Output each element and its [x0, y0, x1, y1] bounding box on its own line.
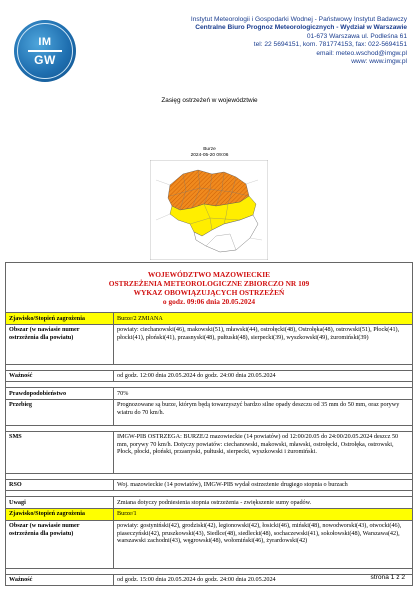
logo-text-bottom: GW — [34, 52, 56, 67]
title-bulletin: OSTRZEŻENIA METEOROLOGICZNE ZBIORCZO NR 109 — [108, 279, 310, 288]
warning1-probability: 70% — [114, 388, 413, 400]
header-line-2: Centralne Biuro Prognoz Meteorologicznych - Wydział w Warszawie — [195, 24, 407, 32]
title-voivodeship: WOJEWÓDZTWO MAZOWIECKIE — [147, 270, 271, 279]
warning1-validity: od godz. 12:00 dnia 20.05.2024 do godz. 24:00 dnia 20.05.2024 — [114, 370, 413, 382]
map-timestamp: 2024-05-20 09:06 — [190, 152, 229, 158]
warning2-phenomenon: Burze/1 — [114, 508, 413, 520]
warning1-remarks: Zmiana dotyczy podniesienia stopnia ostrzeżenia - zwiększenie sumy opadów. — [114, 497, 413, 509]
title-list: WYKAZ OBOWIĄZUJĄCYCH OSTRZEŻEŃ — [133, 288, 285, 297]
label-remarks: Uwagi — [6, 497, 114, 509]
header-line-1: Instytut Meteorologii i Gospodarki Wodnej - Państwowy Instytut Badawczy — [190, 16, 407, 23]
warning1-rso: Woj. mazowieckie (14 powiatów), IMGW-PIB wydał ostrzeżenie drugiego stopnia o burzach — [114, 479, 413, 491]
document-title — [6, 263, 413, 313]
label-area-2: Obszar (w nawiasie numer ostrzeżenia dla powiatu) — [6, 520, 114, 568]
map-phenomenon: Burze — [203, 147, 216, 152]
label-rso: RSO — [6, 479, 114, 491]
warning2-validity: od godz. 15:00 dnia 20.05.2024 do godz. 24:00 dnia 20.05.2024 — [114, 574, 413, 586]
warning1-phenomenon: Burze/2 ZMIANA — [114, 313, 413, 325]
map-title: Zasięg ostrzeżeń w województwie — [161, 97, 258, 104]
header-line-4: tel: 22 5694151, kom. 781774153, fax: 022-5694151 — [253, 41, 407, 49]
warning1-area: powiaty: ciechanowski(46), makowski(51), mławski(44), ostrołęcki(48), Ostrołęka(48), ostrowski(51), Płock(41), płocki(41), płoński(41), przasnyski(48), pułtuski(48), sierpecki(39), wyszkowski(49), żuromiński(39) — [114, 324, 413, 364]
warning1-course: Prognozowane są burze, którym będą towarzyszyć bardzo silne opady deszczu od 35 mm do 50 mm, oraz porywy wiatru do 70 km/h. — [114, 399, 413, 425]
imgw-logo — [14, 20, 76, 82]
logo-ring — [17, 23, 73, 79]
label-phenomenon-2: Zjawisko/Stopień zagrożenia — [6, 508, 114, 520]
header-line-3: 01-673 Warszawa ul. Podleśna 61 — [306, 32, 407, 40]
logo-bar — [28, 50, 62, 52]
warning-map — [150, 160, 268, 260]
label-probability: Prawdopodobieństwo — [6, 388, 114, 400]
warnings-table — [5, 262, 413, 586]
warning1-sms: IMGW-PIB OSTRZEGA: BURZE/2 mazowieckie (14 powiatów) od 12:00/20.05 do 24:00/20.05.2024 deszcz 50 mm, porywy 70 km/h. Dotyczy powiatów: ciechanowski, makowski, mławski, ostrołęcki, Ostrołęka, ostrowski, Płock, płocki, płoński, przasnyski, pułtuski, sierpecki, wyszkowski i żuromiński. — [114, 431, 413, 473]
label-validity-1: Ważność — [6, 370, 114, 382]
title-datetime: o godz. 09:06 dnia 20.05.2024 — [162, 297, 256, 306]
institute-header — [107, 16, 407, 66]
warning2-area: powiaty: gostyniński(42), grodziski(42), legionowski(42), łosicki(46), miński(48), nowodworski(43), otwocki(46), piaseczyński(42), pruszkowski(43), Siedlce(48), siedlecki(48), sochaczewski(41), sokołowski(48), Warszawa(42), warszawski zachodni(43), węgrowski(48), wołomiński(46), żyrardowski(42) — [114, 520, 413, 568]
label-validity-2: Ważność — [6, 574, 114, 586]
logo-text-top: IM — [38, 35, 52, 48]
label-phenomenon-1: Zjawisko/Stopień zagrożenia — [6, 313, 114, 325]
label-area-1: Obszar (w nawiasie numer ostrzeżenia dla powiatu) — [6, 324, 114, 364]
label-course: Przebieg — [6, 399, 114, 425]
label-sms: SMS — [6, 431, 114, 473]
header-website[interactable]: www: www.imgw.pl — [351, 58, 407, 66]
page-number: strona 1 z 2 — [370, 574, 405, 581]
header-email[interactable]: email: meteo.wschod@imgw.pl — [316, 49, 407, 57]
map-subtitle — [0, 147, 419, 158]
